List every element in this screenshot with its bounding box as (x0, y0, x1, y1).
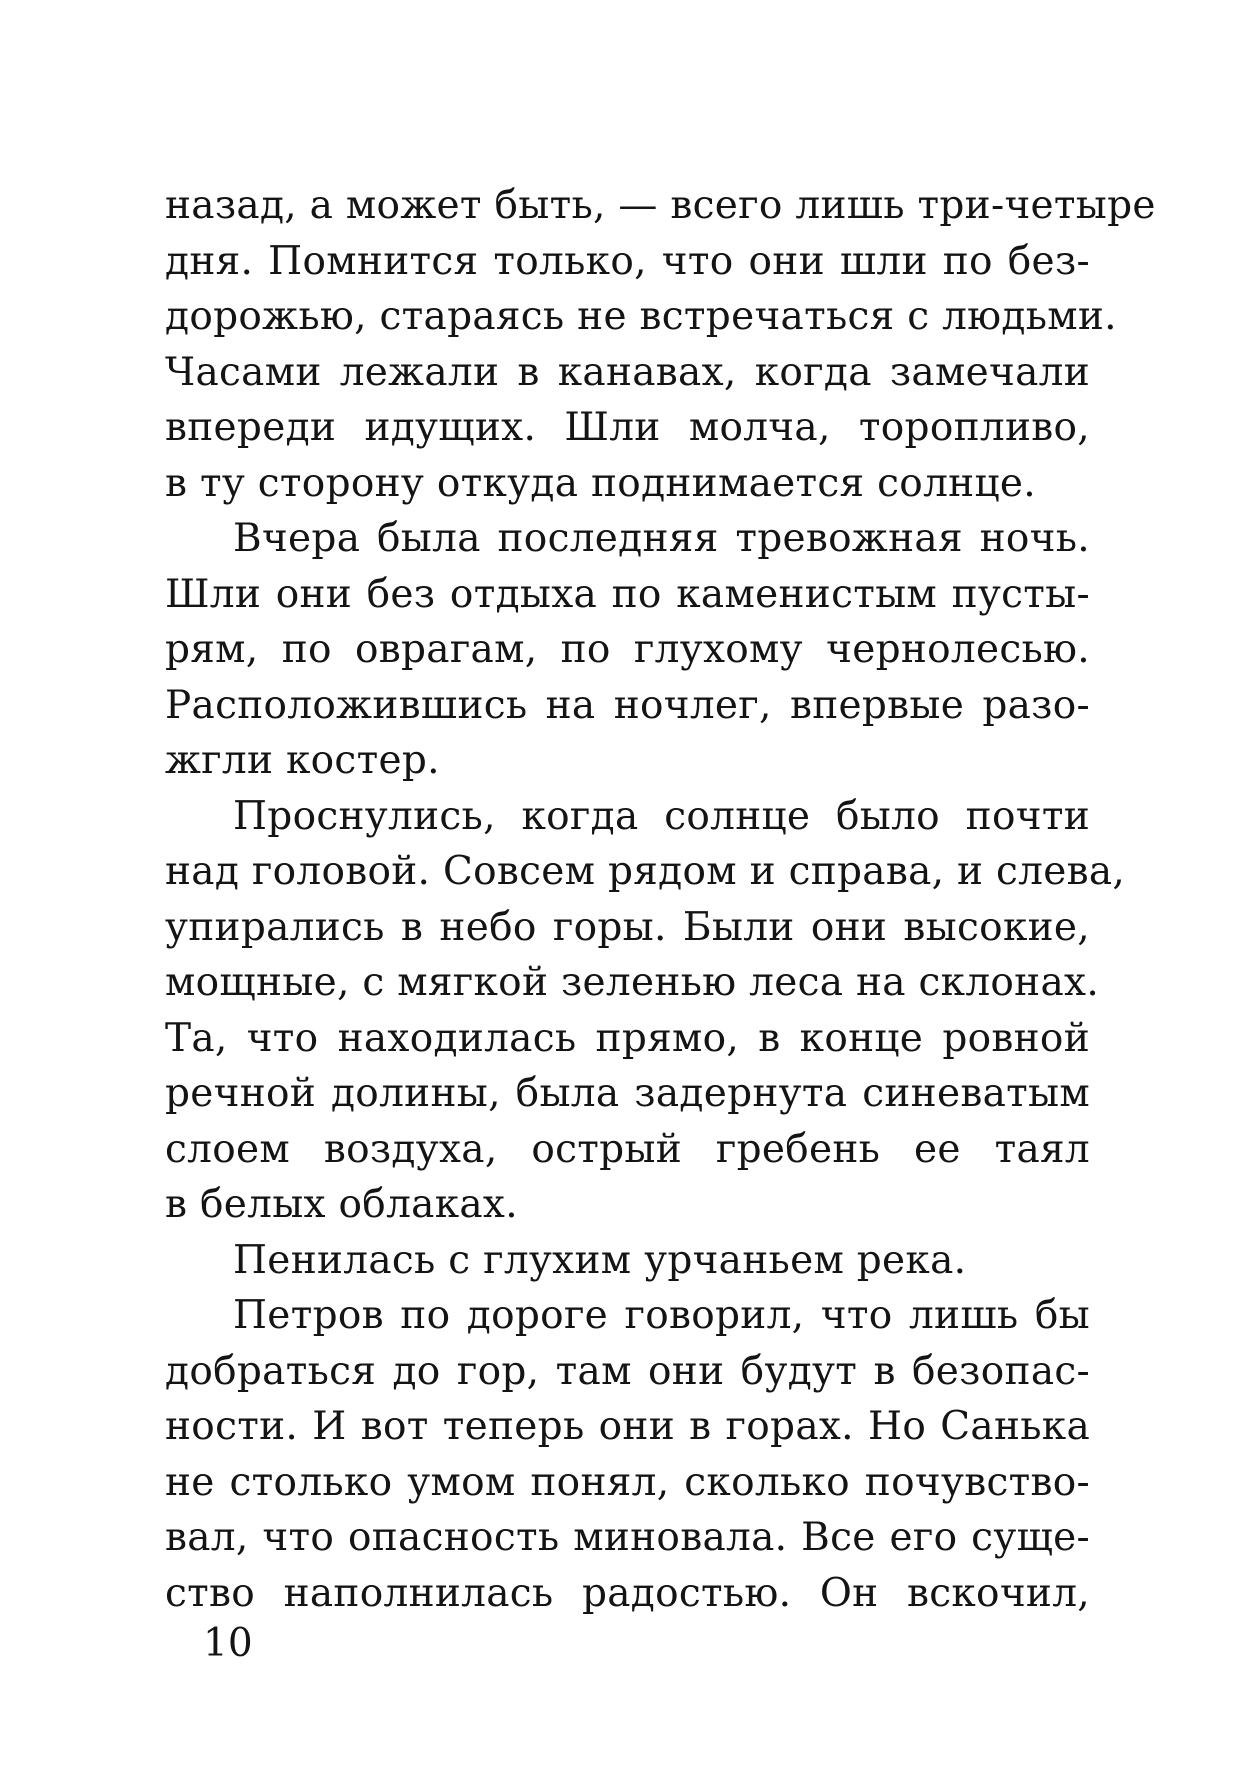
text-line: жгли костер. (165, 738, 440, 783)
text-line: дня. Помнится только, что они шли по без- (165, 238, 1090, 284)
text-line: вал, что опасность миновала. Все его суще- (165, 1515, 1090, 1560)
text-line: Петров по дороге говорил, что лишь бы (233, 1293, 1090, 1338)
text-line: не столько умом понял, сколько почувство- (165, 1459, 1090, 1505)
text-line: речной долины, была задернута синеватым (165, 1071, 1090, 1116)
text-line: в ту сторону откуда поднимается солнце. (165, 460, 1036, 506)
text-line: впереди идущих. Шли молча, торопливо, (165, 405, 1090, 450)
text-line: рям, по оврагам, по глухому чернолесью. (165, 627, 1090, 672)
text-line: упирались в небо горы. Были они высокие, (165, 904, 1090, 950)
body-text (165, 178, 1156, 1621)
text-line: в белых облаках. (165, 1182, 518, 1227)
text-line: Проснулись, когда солнце было почти (233, 793, 1090, 839)
text-line: Шли они без отдыха по каменистым пусты- (165, 571, 1090, 617)
page-number: 10 (203, 1621, 253, 1666)
text-line: мощные, с мягкой зеленью леса на склонах. (165, 960, 1100, 1005)
text-line: добраться до гор, там они будут в безопас- (165, 1348, 1090, 1394)
text-line: Вчера была последняя тревожная ночь. (233, 516, 1090, 561)
text-line: Расположившись на ночлег, впервые разо- (165, 682, 1090, 728)
text-line: дорожью, стараясь не встречаться с людьми. (165, 294, 1117, 339)
text-line: Та, что находилась прямо, в конце ровной (165, 1015, 1090, 1061)
text-line: Пенилась с глухим урчаньем река. (233, 1237, 967, 1283)
text-line: над головой. Совсем рядом и справа, и слева, (165, 849, 1126, 894)
text-line: слоем воздуха, острый гребень ее таял (165, 1126, 1090, 1172)
text-line: назад, а может быть, — всего лишь три-четыре (165, 183, 1156, 228)
text-line: ство наполнилась радостью. Он вскочил, (165, 1570, 1090, 1616)
text-line: Часами лежали в канавах, когда замечали (165, 349, 1090, 395)
text-line: ности. И вот теперь они в горах. Но Санька (165, 1404, 1090, 1449)
